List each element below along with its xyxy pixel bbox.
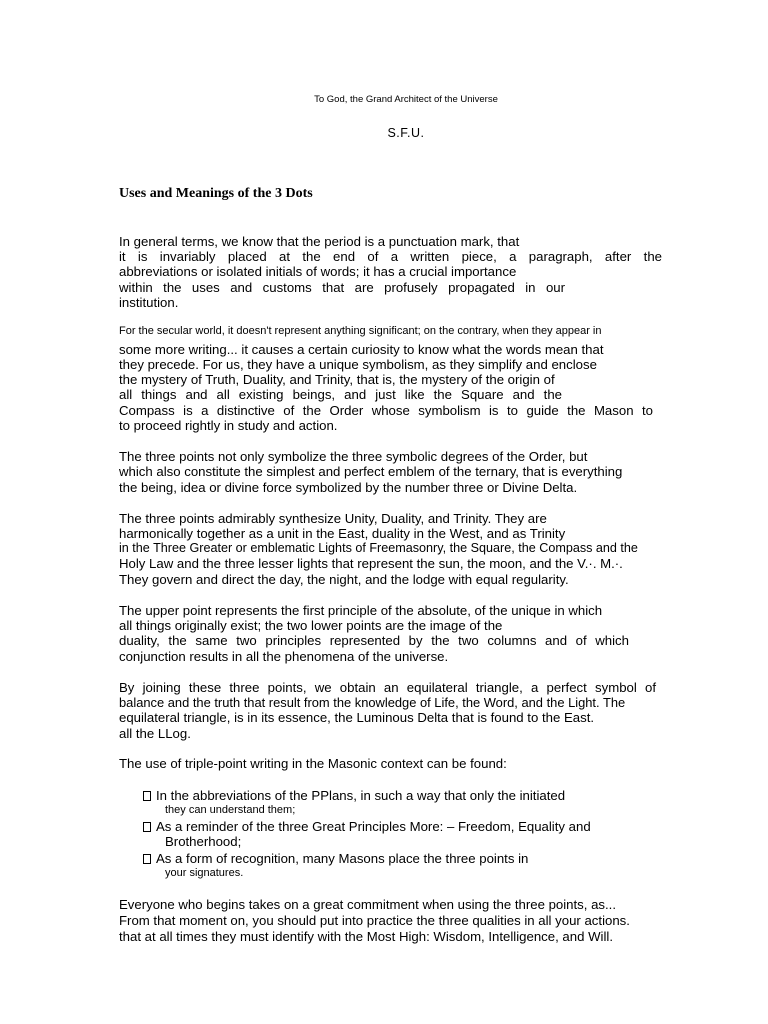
list-item-text: As a form of recognition, many Masons place the three points in [156,851,529,866]
paragraph-line: it is invariably placed at the end of a written piece, a paragraph, after the [119,249,662,264]
paragraph-line: they precede. For us, they have a unique symbolism, as they simplify and enclose [119,357,597,372]
bullet-box-icon [143,854,151,864]
document-title: Uses and Meanings of the 3 Dots [119,186,313,201]
paragraph-line: some more writing... it causes a certain curiosity to know what the words mean that [119,342,604,357]
paragraph-line: the being, idea or divine force symbolized by the number three or Divine Delta. [119,480,578,495]
paragraph-line: that at all times they must identify with the Most High: Wisdom, Intelligence, and Will. [119,929,613,944]
list-item [143,788,565,803]
paragraph-line: all the LLog. [119,726,191,741]
paragraph-line: For the secular world, it doesn't represent anything significant; on the contrary, when they appear in [119,325,602,337]
paragraph-line: balance and the truth that result from the knowledge of Life, the Word, and the Light. The [119,695,626,710]
paragraph-line: Holy Law and the three lesser lights that represent the sun, the moon, and the V.·. M.·. [119,556,623,571]
list-item-text: In the abbreviations of the PPlans, in such a way that only the initiated [156,788,566,803]
paragraph-line: conjunction results in all the phenomena of the universe. [119,649,449,664]
paragraph-line: the mystery of Truth, Duality, and Trinity, that is, the mystery of the origin of [119,372,555,387]
paragraph-line: which also constitute the simplest and perfect emblem of the ternary, that is everything [119,464,623,479]
list-item-continuation: they can understand them; [165,804,296,816]
paragraph-line: all things and all existing beings, and just like the Square and the [119,387,562,402]
list-item-text: As a reminder of the three Great Principles More: – Freedom, Equality and [156,819,591,834]
dedication: To God, the Grand Architect of the Universe [314,94,498,105]
paragraph-line: harmonically together as a unit in the East, duality in the West, and as Trinity [119,526,566,541]
paragraph-line: By joining these three points, we obtain an equilateral triangle, a perfect symbol of [119,680,656,695]
paragraph-line: They govern and direct the day, the night, and the lodge with equal regularity. [119,572,569,587]
paragraph-line: The three points admirably synthesize Unity, Duality, and Trinity. They are [119,511,547,526]
paragraph-line: equilateral triangle, is in its essence, the Luminous Delta that is found to the East. [119,710,595,725]
paragraph-line: all things originally exist; the two lower points are the image of the [119,618,503,633]
paragraph-line: to proceed rightly in study and action. [119,418,338,433]
paragraph-line: The upper point represents the first principle of the absolute, of the unique in which [119,603,603,618]
list-item [143,851,528,866]
paragraph-line: duality, the same two principles represented by the two columns and of which [119,633,629,648]
paragraph-line: The use of triple-point writing in the Masonic context can be found: [119,756,507,771]
bullet-box-icon [143,791,151,801]
paragraph-line: within the uses and customs that are profusely propagated in our [119,280,565,295]
list-item-continuation: your signatures. [165,867,244,879]
paragraph-line: From that moment on, you should put into practice the three qualities in all your actions. [119,913,630,928]
list-item [143,819,591,834]
paragraph-line: In general terms, we know that the period is a punctuation mark, that [119,234,520,249]
bullet-box-icon [143,822,151,832]
initials: S.F.U. [387,126,425,140]
paragraph-line: abbreviations or isolated initials of words; it has a crucial importance [119,264,517,279]
paragraph-line: Everyone who begins takes on a great commitment when using the three points, as... [119,897,617,912]
paragraph-line: in the Three Greater or emblematic Lights of Freemasonry, the Square, the Compass and the [119,541,638,555]
paragraph-line: Compass is a distinctive of the Order whose symbolism is to guide the Mason to [119,403,653,418]
list-item-continuation: Brotherhood; [165,834,242,849]
paragraph-line: institution. [119,295,179,310]
paragraph-line: The three points not only symbolize the three symbolic degrees of the Order, but [119,449,588,464]
